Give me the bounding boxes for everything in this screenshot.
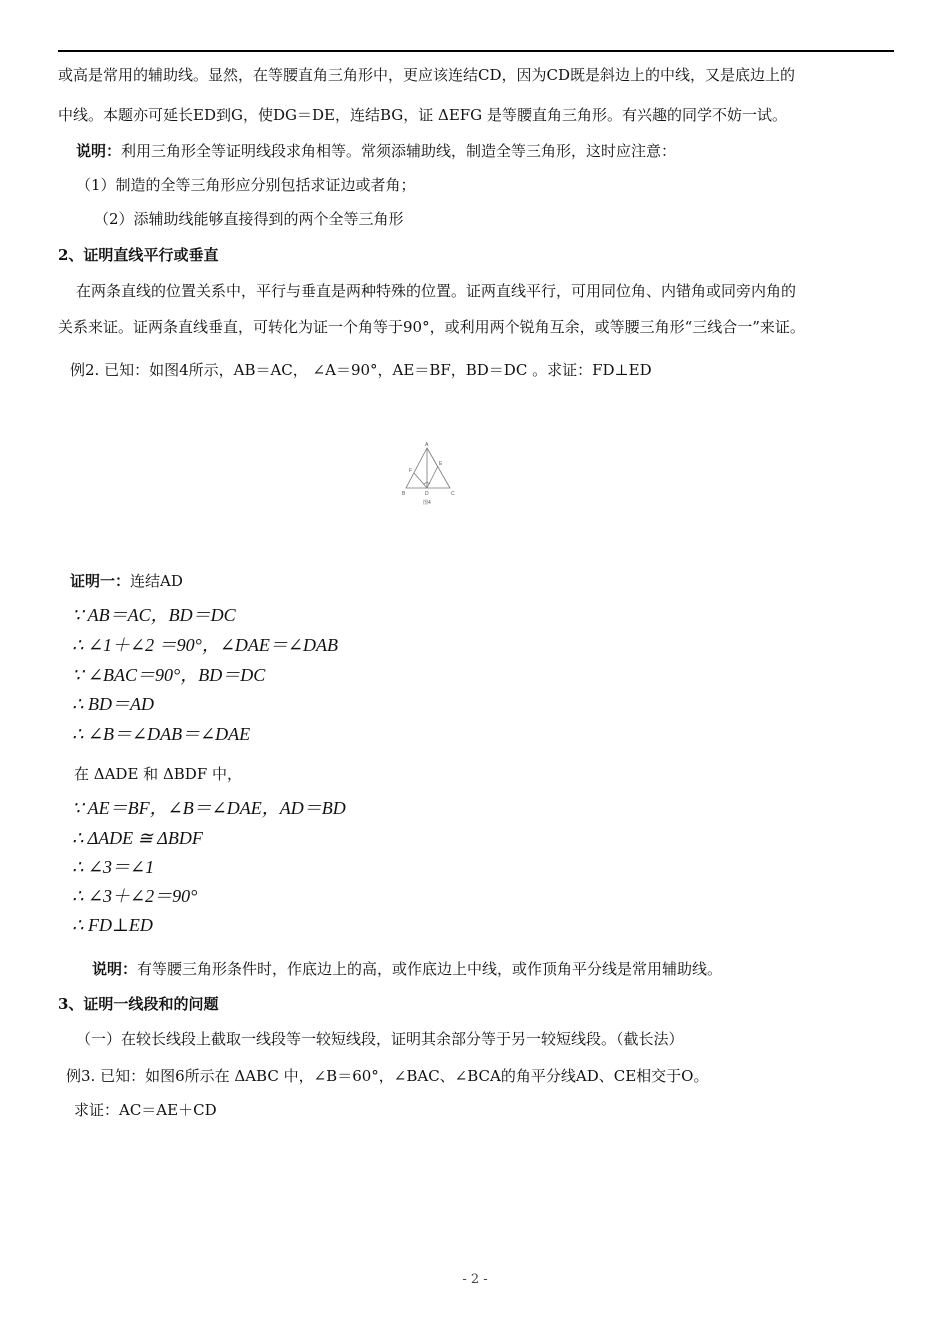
page-number: - 2 - (462, 1272, 488, 1287)
proof-step: ∴ ΔADE ≅ ΔBDF (72, 828, 203, 848)
label-f: F (409, 468, 413, 474)
proof-step: ∵ AE＝BF，∠B＝∠DAE，AD＝BD (72, 798, 346, 818)
section-title: 2、证明直线平行或垂直 (58, 246, 219, 264)
note-text: 利用三角形全等证明线段求角相等。常须添辅助线，制造全等三角形，这时应注意： (121, 142, 677, 160)
proof-intro: 连结AD (130, 572, 183, 590)
list-item: （2）添辅助线能够直接得到的两个全等三角形 (94, 210, 404, 228)
note-label: 说明： (92, 960, 138, 978)
example-2: 例2. 已知：如图4所示，AB＝AC， ∠A＝90°，AE＝BF，BD＝DC 。求证：FD⊥ED (70, 361, 652, 379)
label-e: E (439, 461, 443, 467)
proof-heading (70, 570, 183, 592)
proof-step: 在 ΔADE 和 ΔBDF 中， (74, 765, 243, 783)
triangle-abc (406, 448, 450, 488)
label-a: A (425, 442, 429, 448)
paragraph-line: （一）在较长线段上截取一线段等一较短线段，证明其余部分等于另一较短线段。（截长法） (76, 1030, 684, 1048)
note-label: 说明： (76, 142, 122, 160)
label-b: B (402, 491, 406, 497)
paragraph-line: 或高是常用的辅助线。显然，在等腰直角三角形中，更应该连结CD，因为CD既是斜边上的中线，又是底边上的 (58, 66, 796, 84)
section-title: 3、证明一线段和的问题 (58, 995, 219, 1013)
paragraph-line: 关系来证。证两条直线垂直，可转化为证一个角等于90°，或利用两个锐角互余，或等腰三角形“三线合一”来证。 (58, 318, 805, 336)
proof-step: ∴ ∠3＝∠1 (72, 857, 155, 877)
proof-step: ∵ AB＝AC，BD＝DC (72, 605, 236, 625)
paragraph-line: 在两条直线的位置关系中，平行与垂直是两种特殊的位置。证两直线平行，可用同位角、内错角或同旁内角的 (76, 282, 797, 300)
segment-fd (414, 473, 427, 488)
list-item: （1）制造的全等三角形应分别包括求证边或者角； (76, 176, 416, 194)
figure-caption: 图4 (423, 500, 431, 506)
figure-4 (400, 440, 460, 510)
proof-step: ∴ ∠B＝∠DAB＝∠DAE (72, 724, 251, 744)
header-rule (58, 50, 894, 52)
proof-step: ∴ ∠3＋∠2＝90° (72, 886, 198, 906)
proof-step: ∵ ∠BAC＝90°，BD＝DC (72, 665, 266, 685)
proof-step: ∴ ∠1＋∠2 ＝90°，∠DAE＝∠DAB (72, 635, 338, 655)
note-2 (92, 958, 722, 980)
note-text: 有等腰三角形条件时，作底边上的高，或作底边上中线，或作顶角平分线是常用辅助线。 (137, 960, 723, 978)
paragraph-line: 中线。本题亦可延长ED到G，使DG＝DE，连结BG，证 ΔEFG 是等腰直角三角形。有兴趣的同学不妨一试。 (58, 106, 787, 124)
proof-title: 证明一： (70, 572, 131, 590)
proof-step: ∴ FD⊥ED (72, 915, 153, 935)
label-d: D (425, 491, 429, 497)
example-3: 例3. 已知：如图6所示在 ΔABC 中，∠B＝60°，∠BAC、∠BCA的角平分线AD、CE相交于O。 (66, 1067, 709, 1085)
proof-step: ∴ BD＝AD (72, 694, 154, 714)
segment-ed (427, 466, 438, 488)
label-c: C (451, 491, 455, 497)
example-3-goal: 求证：AC＝AE＋CD (74, 1101, 217, 1119)
note-1 (76, 140, 676, 162)
